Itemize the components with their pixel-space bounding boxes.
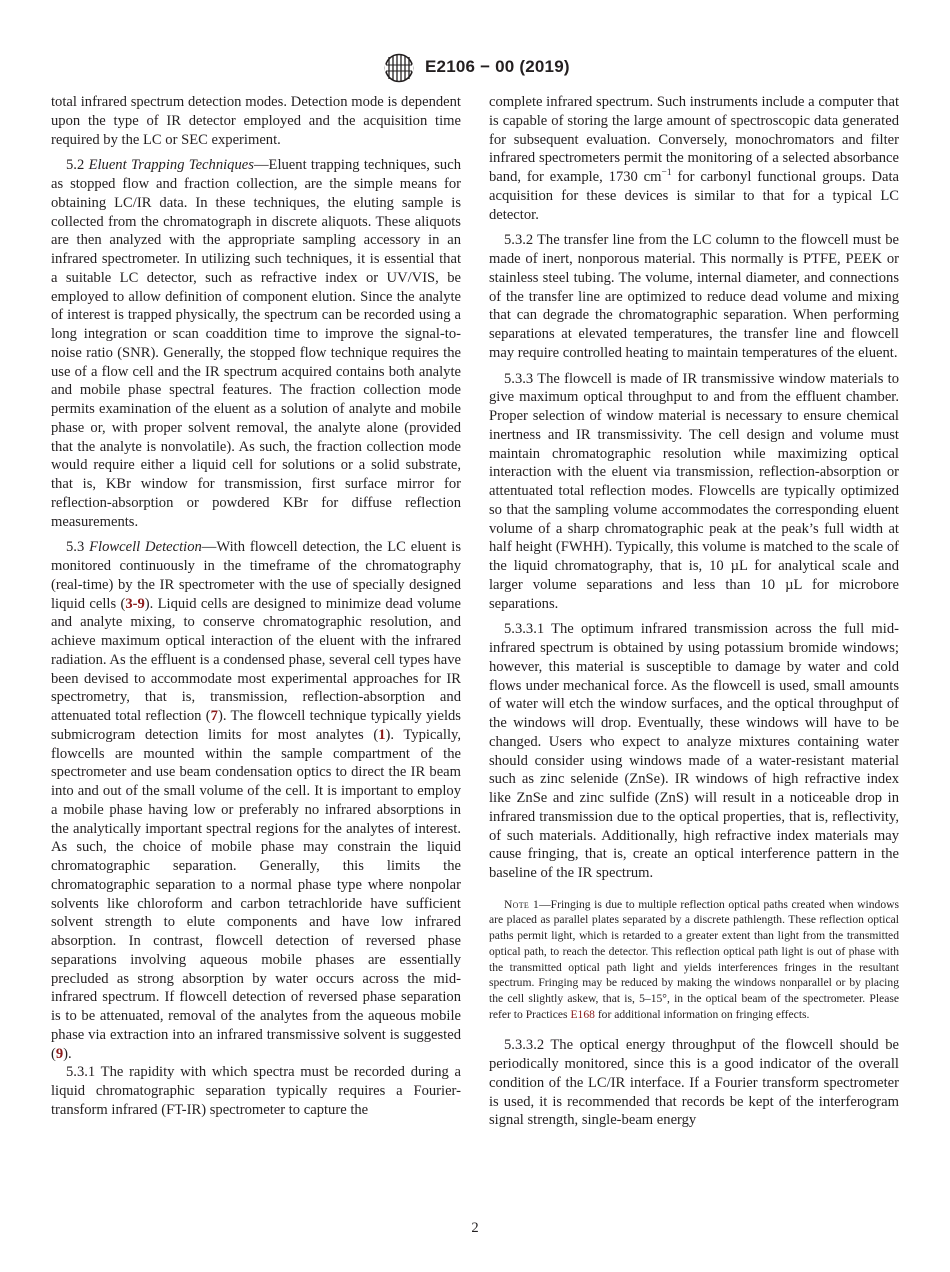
section-heading: Flowcell Detection bbox=[89, 539, 202, 556]
reference-link[interactable]: 7 bbox=[210, 708, 218, 724]
section-5-3-1: 5.3.1 The rapidity with which spectra must be recorded during a liquid chromatographic separation typically requires a Fourier-transform infrared (FT-IR) spectrometer to capture the bbox=[51, 1064, 461, 1118]
section-text: —With flowcell detection, the LC eluent is monitored continuously in the timeframe of the chromatography (real-time) by the IR spectrometer with the use of specially designed liquid cells ( bbox=[51, 539, 461, 612]
note-label: Note 1 bbox=[504, 897, 540, 911]
section-heading: Eluent Trapping Techniques bbox=[88, 157, 254, 174]
section-5-3-3-2: 5.3.3.2 The optical energy throughput of the flowcell should be periodically monitored, since this is a good indicator of the overall condition of the LC/IR interface. If a Fourier transform spectrometer is used, it is recommended that records be kept of the interferogram signal strength, single-beam energy bbox=[489, 1037, 899, 1129]
section-text: ). The flowcell technique typically yields submicrogram detection limits for most analytes ( bbox=[51, 708, 461, 743]
superscript: −1 bbox=[661, 168, 672, 179]
practice-link[interactable]: E168 bbox=[570, 1007, 595, 1021]
document-designation: E2106 − 00 (2019) bbox=[425, 57, 570, 76]
section-text: ). Liquid cells are designed to minimize dead volume and analyte mixing, to conserve chromatographic resolution, and achieve maximum optical interaction of the eluent with the infrared radiation. As the effluent is a condensed phase, several cell types have been devised to accommodate most experimental approaches for IR spectrometry, that is, transmission, reflection-absorption and attenuated total reflection ( bbox=[51, 595, 461, 724]
section-5-2 bbox=[51, 156, 461, 531]
page-header bbox=[0, 50, 950, 86]
paragraph-continued: total infrared spectrum detection modes. Detection mode is dependent upon the type of IR detector employed and the acquisition time required by the LC or SEC experiment. bbox=[51, 94, 461, 148]
section-5-3-3-1: 5.3.3.1 The optimum infrared transmission across the full mid-infrared spectrum is obtained by using potassium bromide windows; however, this material is susceptible to damage by water and cold flows under mechanical force. As the flowcell is used, small amounts of water will etch the window surfaces, and the optical throughput of the windows will drop. Eventually, these windows will have to be changed. Users who expect to analyze mixtures containing water should consider using windows made of a water-resistant material such as zinc selenide (ZnSe). IR windows of high refractive index like ZnSe and zinc sulfide (ZnS) will result in a noticeable drop in infrared transmission due to the optical properties, that is, reflectivity, of such materials. Additionally, high refractive index materials may cause fringing, that is, create an optical interference pattern in the baseline of the IR spectrum. bbox=[489, 621, 899, 881]
reference-link[interactable]: 9 bbox=[55, 1045, 64, 1062]
section-number: 5.2 bbox=[66, 157, 85, 174]
reference-link[interactable]: 1 bbox=[378, 726, 386, 743]
right-column bbox=[489, 93, 899, 1137]
section-text: ). bbox=[63, 1045, 72, 1062]
section-text: —Eluent trapping techniques, such as stopped flow and fraction collection, are the simple means for obtaining LC/IR data. In these techniques, the eluting sample is collected from the chromatograph in discrete aliquots. These aliquots are then analyzed with the appropriate sampling accessory in an infrared spectrometer. In utilizing such techniques, it is essential that a suitable LC detector, such as refractive index or UV/VIS, be employed to allow definition of component elution. Since the analyte of interest is trapped physically, the spectrum can be recorded using a long integration or scan coaddition time to improve the signal-to-noise ratio (SNR). Generally, the stopped flow technique requires the use of a flow cell and the IR spectrum acquired contains both analyte and mobile phase spectral features. The fraction collection mode permits examination of the eluent as a solution of analyte and mobile phase or, with proper solvent removal, the analyte alone (provided that the analyte is nonvolatile). As such, the fraction collection mode would require either a liquid cell for solutions or a solid substrate, that is, KBr window for transmission, first surface mirror for reflection-absorption or powdered KBr for diffuse reflection measurements. bbox=[51, 157, 461, 530]
section-5-3 bbox=[51, 538, 461, 1063]
section-number: 5.3 bbox=[66, 539, 85, 556]
reference-link[interactable]: 3-9 bbox=[125, 595, 145, 612]
page-number: 2 bbox=[471, 1220, 479, 1236]
astm-logo-icon bbox=[381, 53, 417, 83]
note-text: for additional information on fringing effects. bbox=[594, 1007, 810, 1021]
section-5-3-2: 5.3.2 The transfer line from the LC column to the flowcell must be made of inert, nonporous material. This normally is PTFE, PEEK or stainless steel tubing. The volume, internal diameter, and connections of the transfer line are optimized to reduce dead volume and mixing that can degrade the chromatographic separation. When performing separations at elevated temperatures, the transfer line and flowcell may require controlled heating to maintain temperatures of the eluent. bbox=[489, 232, 899, 361]
note-text: —Fringing is due to multiple reflection optical paths created when windows are placed as parallel plates separated by a discrete pathlength. These reflection optical paths permit light, which is retarded to a greater extent than light from the transmitted optical path, to reach the detector. This reflection optical path light is out of phase with the transmitted optical path light and yields interferences fringes in the resultant spectrum. Fringing may be reduced by making the windows nonparallel or by placing the cell slightly askew, that is, 5–15°, in the optical beam of the spectrometer. Please refer to Practices bbox=[489, 897, 899, 1021]
paragraph-text: complete infrared spectrum. Such instruments include a computer that is capable of storing the large amount of spectroscopic data generated for subsequent evaluation. Conversely, monochromators and filter infrared spectrometers permit the monitoring of a selected absorbance band, for example, 1730 cm bbox=[489, 94, 899, 185]
section-5-3-3: 5.3.3 The flowcell is made of IR transmissive window materials to give maximum optical throughput to and from the effluent chamber. Proper selection of window material is necessary to ensure chemical inertness and IR transmissivity. The cell design and volume must maintain chromatographic resolution while maximizing optical interaction with the eluent via transmission, reflection-absorption or attentuated total reflection modes. Flowcells are typically optimized so that the sampling volume accommodates the corresponding eluent volume of a sharp chromatographic peak at the peak’s full width at half height (FWHH). Typically, this volume is matched to the scale of the liquid chromatography, that is, 10 µL for analytical scale and larger volume separations and less than 10 µL for microbore separations. bbox=[489, 370, 899, 612]
note-1 bbox=[489, 897, 899, 1023]
section-text: ). Typically, flowcells are mounted within the sample compartment of the spectrometer and use beam condensation optics to direct the IR beam into and out of the small volume of the cell. It is important to employ a mobile phase having low or preferably no infrared absorptions in the analytically important spectral regions for the analytes of interest. As such, the choice of mobile phase may constrain the liquid chromatographic separation. Generally, this limits the chromatographic separation to a normal phase type where nonpolar solvents like chloroform and carbon tetrachloride have sufficient solvent strength to elute components and have low infrared absorption. In contrast, flowcell detection of reversed phase separations involving aqueous mobile phases are essentially precluded as strong absorption by water occurs across the mid-infrared spectrum. If flowcell detection of reversed phase separation is to be attenuated, removal of the analytes from the aqueous mobile phase via extraction into an infrared transmissive solvent is suggested ( bbox=[51, 726, 462, 1062]
paragraph-continued bbox=[489, 93, 899, 224]
paragraph-text: for carbonyl functional groups. Data acquisition for these devices is similar to that for a typical LC detector. bbox=[489, 169, 900, 223]
left-column bbox=[51, 93, 461, 1127]
